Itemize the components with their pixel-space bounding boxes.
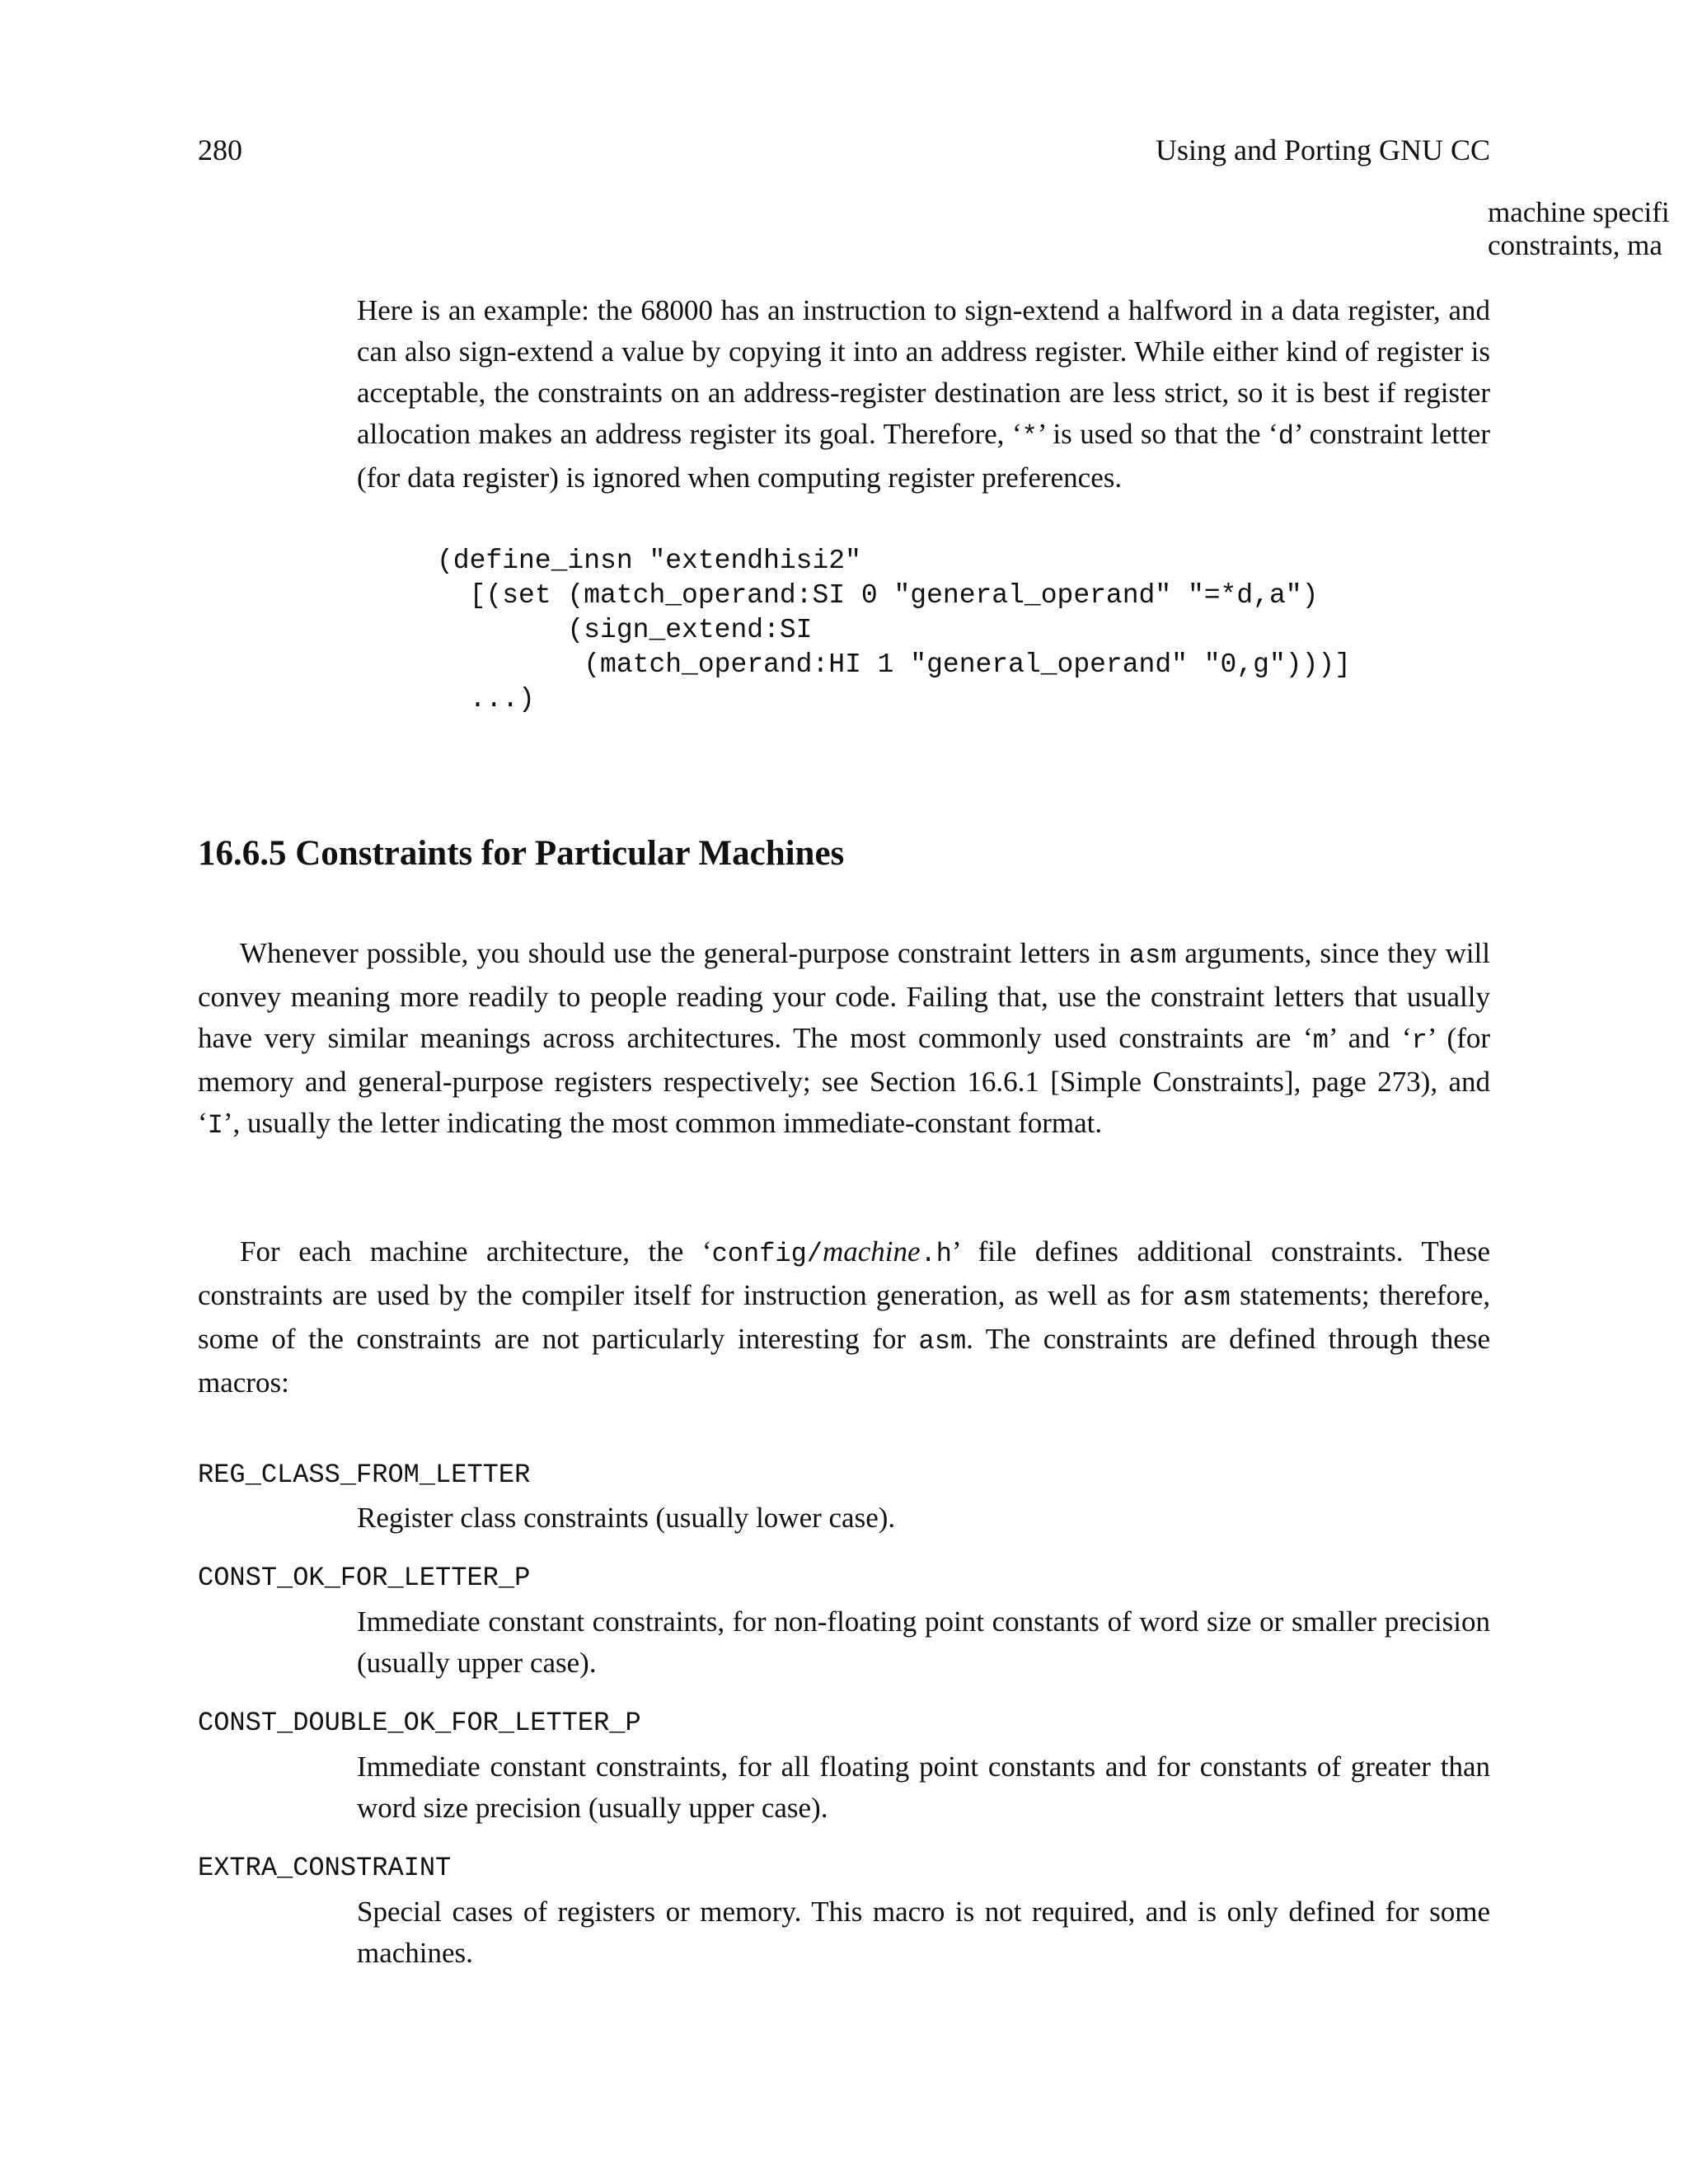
code-line: (define_insn "extendhisi2" (437, 546, 861, 576)
paragraph-text: ’ file defines additional constraints. These constraints are used by the compiler itself for instruction generation, as well as for (198, 1235, 1490, 1311)
paragraph-text: For each machine architecture, the ‘ (240, 1235, 712, 1268)
paragraph-text: arguments, since they will convey meaning more readily to people reading your code. Failing that, use the constraint letters that usually have very similar meanings across architectures. The most commonly used constraints are ‘ (198, 937, 1490, 1054)
code-line: ...) (437, 684, 535, 715)
margin-note-line: machine specifi (1488, 196, 1670, 228)
macro-description: Immediate constant constraints, for non-floating point constants of word size or smaller precision (usually upper case). (357, 1605, 1490, 1679)
inline-code: m (1312, 1025, 1329, 1056)
body-paragraph (198, 933, 1490, 1146)
body-paragraph (198, 1231, 1490, 1404)
code-line: [(set (match_operand:SI 0 "general_operand" "=*d,a") (437, 580, 1319, 611)
section-heading: 16.6.5 Constraints for Particular Machines (198, 834, 845, 873)
inline-code: r (1411, 1025, 1428, 1056)
inline-code: * (1021, 421, 1038, 452)
paragraph-text: ’ and ‘ (1328, 1022, 1412, 1054)
example-text: ’ is used so that the ‘ (1037, 418, 1278, 450)
macro-name: CONST_DOUBLE_OK_FOR_LETTER_P (198, 1708, 641, 1738)
inline-code: asm (1183, 1282, 1231, 1313)
italic-text: machine (822, 1235, 921, 1268)
example-paragraph (357, 290, 1490, 499)
margin-note-line: constraints, ma (1488, 229, 1662, 261)
example-text: Here is an example: the 68000 has an instruction to sign-extend a halfword in a data register, and can also sign-extend a value by copying it into an address register. While either kind of register is acceptable, the constraints on an address-register destination are less strict, so it is best if register allocation makes an address register its goal. Therefore, ‘ (357, 294, 1490, 450)
code-example (437, 544, 1351, 717)
code-line: (sign_extend:SI (437, 615, 813, 645)
macro-description: Register class constraints (usually lower case). (357, 1502, 896, 1534)
inline-code: asm (918, 1326, 967, 1357)
inline-code: I (207, 1110, 223, 1141)
macro-description: Special cases of registers or memory. This macro is not required, and is only defined for some machines. (357, 1896, 1490, 1969)
inline-code: asm (1128, 940, 1177, 971)
example-text: ’ constraint letter (for data register) is ignored when computing register preferences. (357, 418, 1490, 494)
paragraph-text: ’ (for memory and general-purpose registers respectively; see Section 16.6.1 [Simple Constraints], page 273), and ‘ (198, 1022, 1491, 1139)
macro-name: REG_CLASS_FROM_LETTER (198, 1460, 531, 1490)
margin-index-note (1488, 196, 1670, 262)
running-title: Using and Porting GNU CC (1155, 134, 1490, 166)
paragraph-text: Whenever possible, you should use the general-purpose constraint letters in (240, 937, 1129, 969)
code-line: (match_operand:HI 1 "general_operand" "0,g")))] (437, 649, 1351, 680)
macro-name: EXTRA_CONSTRAINT (198, 1853, 452, 1883)
paragraph-text: . The constraints are defined through these macros: (198, 1323, 1490, 1399)
inline-code: config/ (711, 1239, 823, 1269)
macro-name: CONST_OK_FOR_LETTER_P (198, 1563, 531, 1593)
macro-description: Immediate constant constraints, for all floating point constants and for constants of greater than word size precision (usually upper case). (357, 1750, 1490, 1824)
page-number: 280 (198, 134, 242, 166)
inline-code: d (1278, 421, 1294, 452)
inline-code: .h (920, 1239, 952, 1269)
paragraph-text: statements; therefore, some of the constraints are not particularly interesting for (198, 1279, 1490, 1355)
paragraph-text: ’, usually the letter indicating the most common immediate-constant format. (223, 1107, 1103, 1139)
